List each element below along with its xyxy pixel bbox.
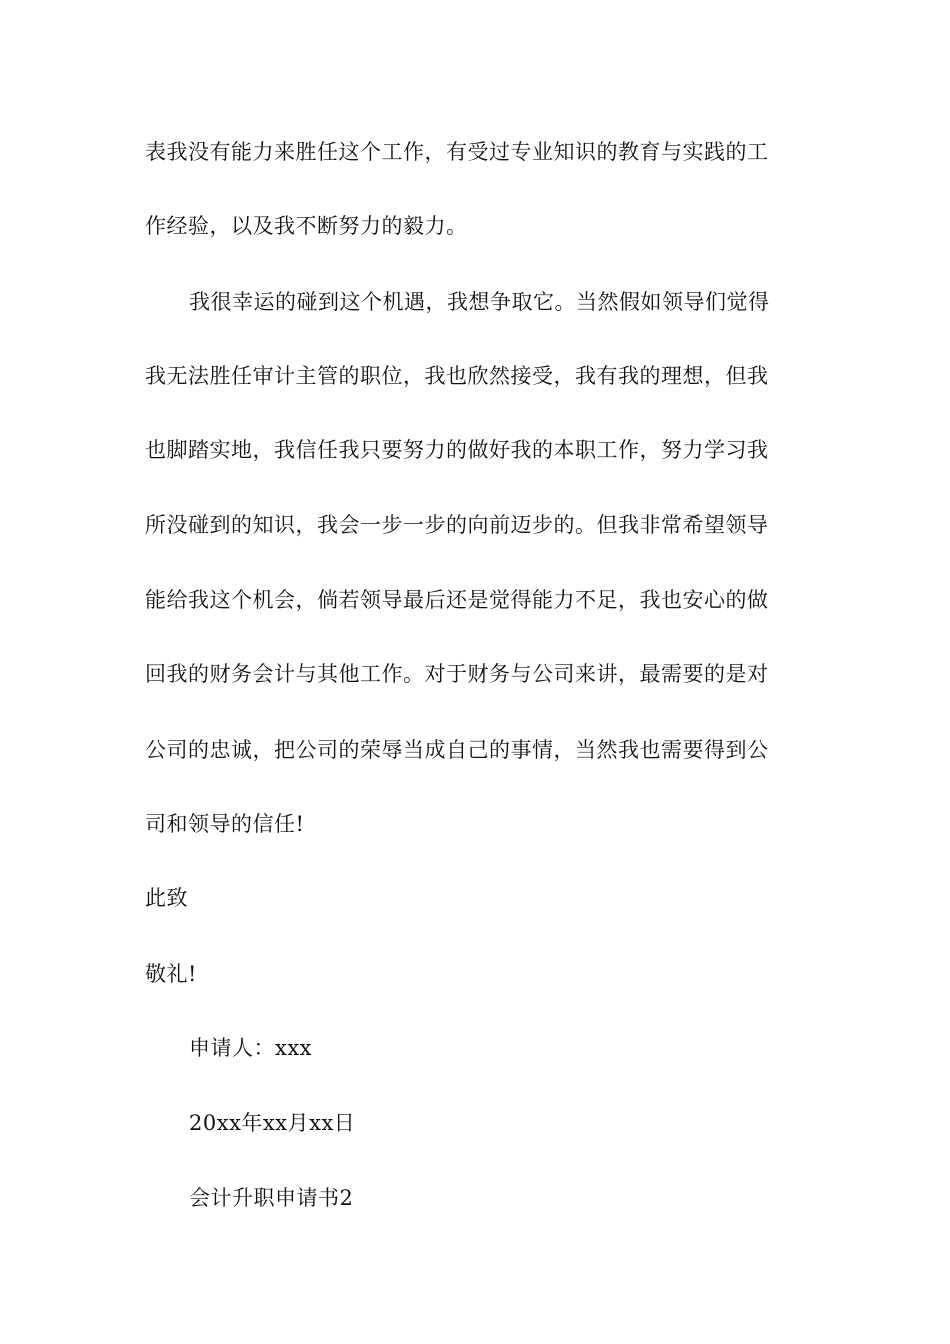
signature-date: 20xx年xx月xx日 [189,1111,356,1135]
closing-salutation: 此致 [145,886,188,910]
body-text-line: 作经验，以及我不断努力的毅力。 [145,214,468,238]
body-text-line: 所没碰到的知识，我会一步一步的向前迈步的。但我非常希望领导 [145,513,769,537]
next-section-title: 会计升职申请书2 [189,1186,354,1210]
body-text-line: 也脚踏实地，我信任我只要努力的做好我的本职工作，努力学习我 [145,438,769,462]
body-text-line: 公司的忠诚，把公司的荣辱当成自己的事情，当然我也需要得到公 [145,738,769,762]
body-text-line: 我无法胜任审计主管的职位，我也欣然接受，我有我的理想，但我 [145,364,769,388]
closing-regards: 敬礼! [145,962,197,986]
body-text-line: 司和领导的信任! [145,812,305,836]
signature-applicant: 申请人：xxx [189,1036,313,1060]
body-text-line: 回我的财务会计与其他工作。对于财务与公司来讲，最需要的是对 [145,662,769,686]
body-text-line: 能给我这个机会，倘若领导最后还是觉得能力不足，我也安心的做 [145,588,769,612]
body-text-line: 表我没有能力来胜任这个工作，有受过专业知识的教育与实践的工 [145,140,769,164]
body-text-line: 我很幸运的碰到这个机遇，我想争取它。当然假如领导们觉得 [189,290,770,314]
